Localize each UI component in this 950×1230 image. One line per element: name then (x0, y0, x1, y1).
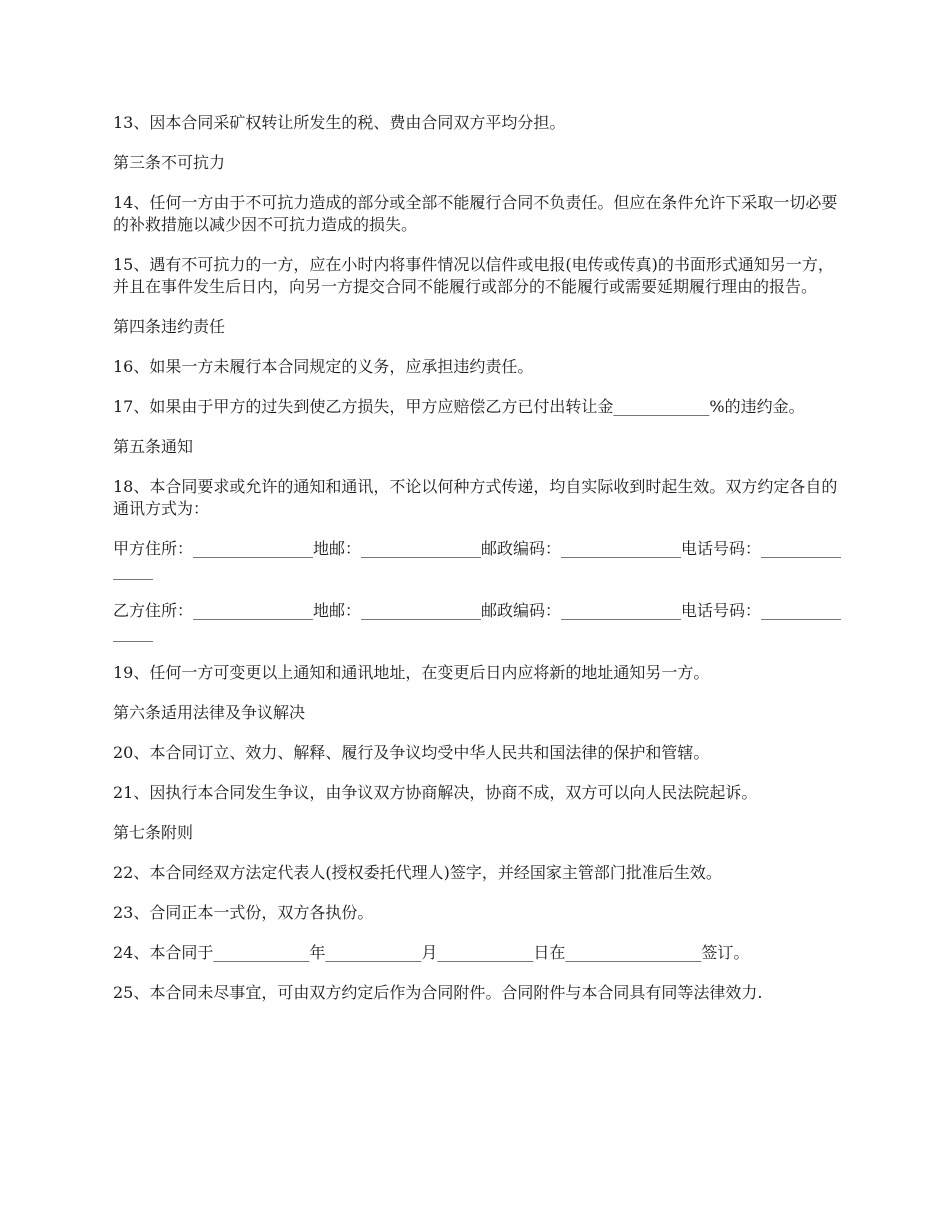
section-heading-notice: 第五条通知 (113, 437, 194, 456)
section-heading-governing-law: 第六条适用法律及争议解决 (113, 703, 306, 722)
section-heading-force-majeure: 第三条不可抗力 (113, 153, 226, 172)
document-body (113, 112, 841, 1022)
clause-25: 25、本合同未尽事宜，可由双方约定后作为合同附件。合同附件与本合同具有同等法律效力. (113, 983, 763, 1002)
party-b-contact: 乙方住所：_______________地邮：_______________邮政编码：_______________电话号码：_______________ (113, 601, 842, 642)
clause-13: 13、因本合同采矿权转让所发生的税、费由合同双方平均分担。 (113, 113, 566, 132)
clause-20: 20、本合同订立、效力、解释、履行及争议均受中华人民共和国法律的保护和管辖。 (113, 743, 710, 762)
clause-22: 22、本合同经双方法定代表人(授权委托代理人)签字，并经国家主管部门批准后生效。 (113, 863, 722, 882)
clause-16: 16、如果一方未履行本合同规定的义务，应承担违约责任。 (113, 357, 534, 376)
clause-23: 23、合同正本一式份，双方各执份。 (113, 903, 374, 922)
clause-17: 17、如果由于甲方的过失到使乙方损失，甲方应赔偿乙方已付出转让金____________%的违约金。 (113, 397, 805, 416)
clause-14: 14、任何一方由于不可抗力造成的部分或全部不能履行合同不负责任。但应在条件允许下采取一切必要的补救措施以减少因不可抗力造成的损失。 (113, 193, 838, 234)
clause-19: 19、任何一方可变更以上通知和通讯地址，在变更后日内应将新的地址通知另一方。 (113, 663, 710, 682)
clause-21: 21、因执行本合同发生争议，由争议双方协商解决，协商不成，双方可以向人民法院起诉。 (113, 783, 758, 802)
section-heading-supplementary: 第七条附则 (113, 823, 194, 842)
section-heading-liability: 第四条违约责任 (113, 317, 226, 336)
clause-24: 24、本合同于____________年____________月____________日在_________________签订。 (113, 943, 750, 962)
party-a-contact: 甲方住所：_______________地邮：_______________邮政编码：_______________电话号码：_______________ (113, 539, 842, 580)
clause-15: 15、遇有不可抗力的一方，应在小时内将事件情况以信件或电报(电传或传真)的书面形式通知另一方，并且在事件发生后日内，向另一方提交合同不能履行或部分的不能履行或需要延期履行理由的报告。 (113, 255, 834, 296)
clause-18: 18、本合同要求或允许的通知和通讯，不论以何种方式传递，均自实际收到时起生效。双方约定各自的通讯方式为： (113, 477, 838, 518)
